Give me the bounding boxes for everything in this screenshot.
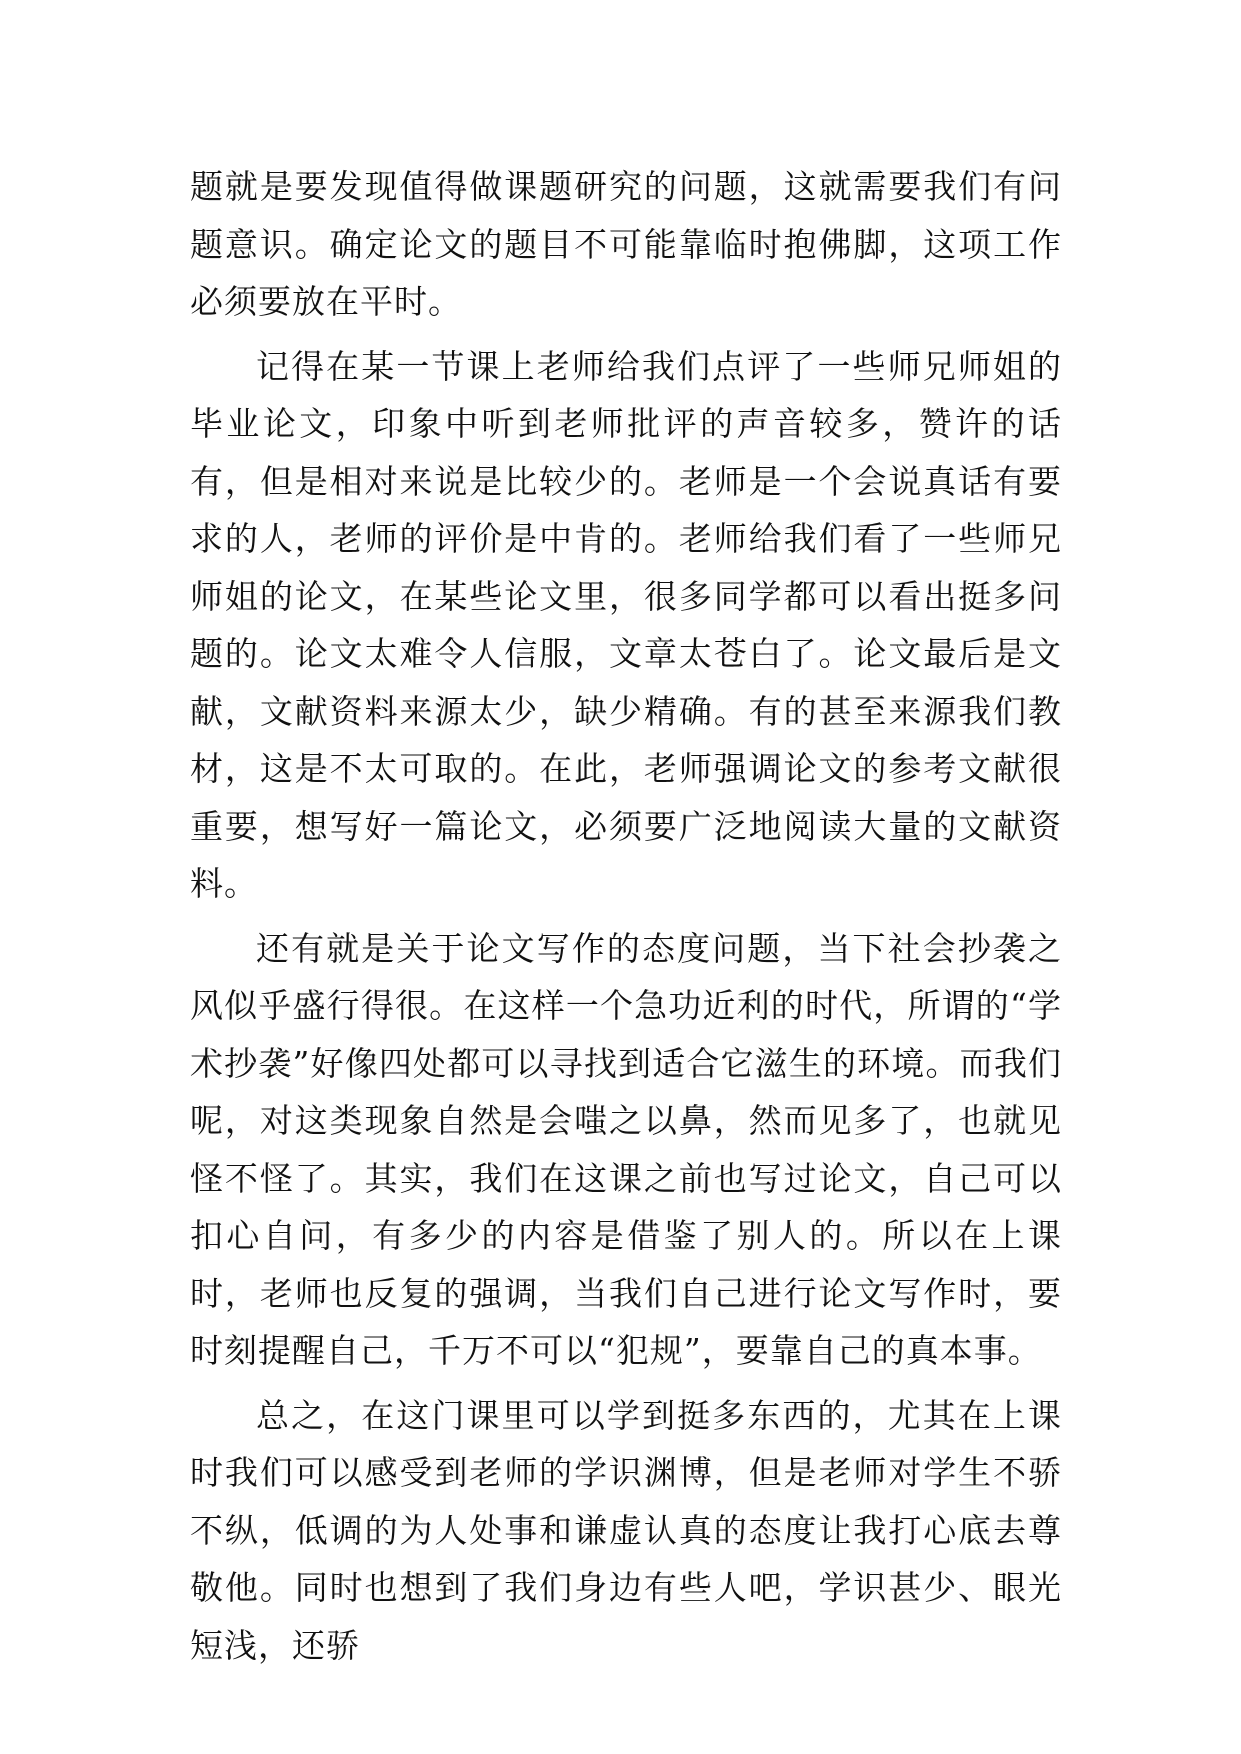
paragraph-4: 总之，在这门课里可以学到挺多东西的，尤其在上课时我们可以感受到老师的学识渊博，但是老师对学生不骄不纵，低调的为人处事和谦虚认真的态度让我打心底去尊敬他。同时也想到了我们身边有些人吧，学识甚少、眼光短浅，还骄 [190,1395,1062,1665]
document-page [190,158,1062,1681]
paragraph-3: 还有就是关于论文写作的态度问题，当下社会抄袭之风似乎盛行得很。在这样一个急功近利的时代，所谓的“学术抄袭”好像四处都可以寻找到适合它滋生的环境。而我们呢，对这类现象自然是会嗤之以鼻，然而见多了，也就见怪不怪了。其实，我们在这课之前也写过论文，自己可以扣心自问，有多少的内容是借鉴了别人的。所以在上课时，老师也反复的强调，当我们自己进行论文写作时，要时刻提醒自己，千万不可以“犯规”，要靠自己的真本事。 [190,928,1062,1370]
paragraph-1: 题就是要发现值得做课题研究的问题，这就需要我们有问题意识。确定论文的题目不可能靠临时抱佛脚，这项工作必须要放在平时。 [190,167,1062,321]
paragraph-2: 记得在某一节课上老师给我们点评了一些师兄师姐的毕业论文，印象中听到老师批评的声音较多，赞许的话有，但是相对来说是比较少的。老师是一个会说真话有要求的人，老师的评价是中肯的。老师给我们看了一些师兄师姐的论文，在某些论文里，很多同学都可以看出挺多问题的。论文太难令人信服，文章太苍白了。论文最后是文献，文献资料来源太少，缺少精确。有的甚至来源我们教材，这是不太可取的。在此，老师强调论文的参考文献很重要，想写好一篇论文，必须要广泛地阅读大量的文献资料。 [190,346,1062,903]
